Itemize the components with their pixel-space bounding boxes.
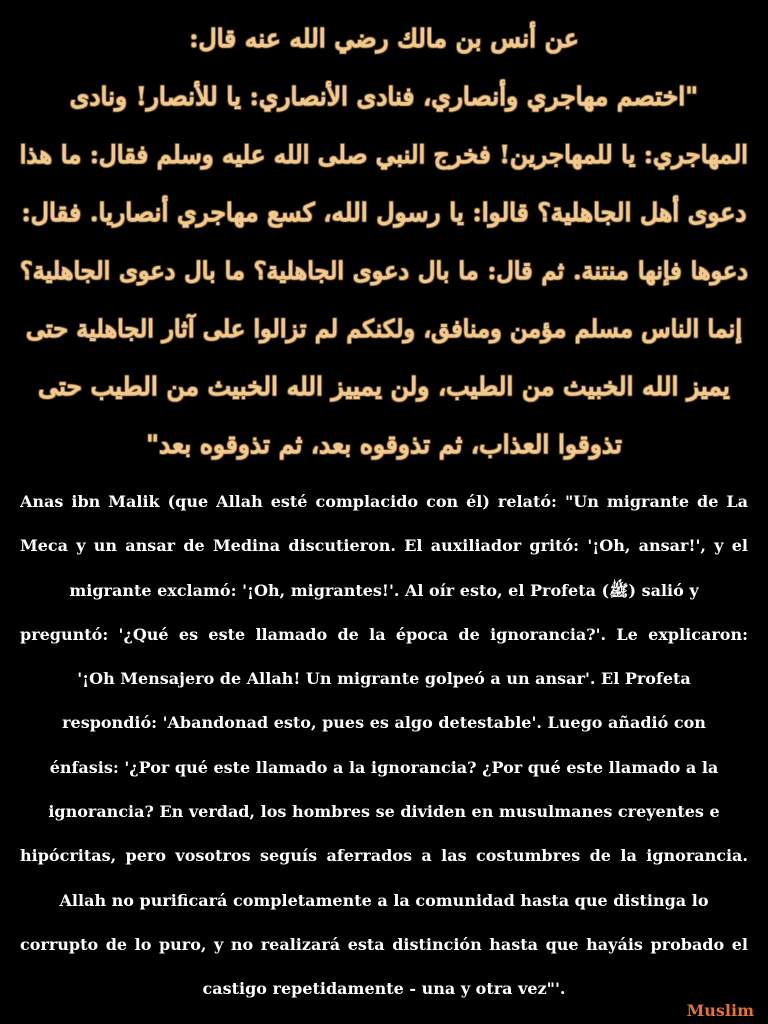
arabic-line: دعوى أهل الجاهلية؟ قالوا: يا رسول الله، كسع مهاجري أنصاريا. فقال:: [21, 198, 747, 227]
spanish-line: migrante exclamó: '¡Oh, migrantes!'. Al oír esto, el Profeta (ﷺ) salió y: [69, 580, 699, 600]
arabic-line: عن أنس بن مالك رضي الله عنه قال:: [189, 24, 579, 53]
arabic-hadith-text: [20, 10, 748, 474]
arabic-line: إنما الناس مسلم مؤمن ومنافق، ولكنكم لم تزالوا على آثار الجاهلية حتى: [25, 314, 743, 343]
arabic-line: يميز الله الخبيث من الطيب، ولن يمييز الله الخبيث من الطيب حتى: [38, 372, 730, 401]
spanish-line: ignorancia? En verdad, los hombres se dividen en musulmanes creyentes e: [48, 802, 720, 822]
spanish-line: Allah no purificará completamente a la comunidad hasta que distinga lo: [59, 890, 709, 910]
spanish-line: Meca y un ansar de Medina discutieron. El auxiliador gritó: '¡Oh, ansar!', y el: [20, 536, 748, 556]
spanish-line: énfasis: '¿Por qué este llamado a la ignorancia? ¿Por qué este llamado a la: [49, 757, 719, 777]
spanish-line: hipócritas, pero vosotros seguís aferrados a las costumbres de la ignorancia.: [20, 846, 748, 866]
arabic-line: تذوقوا العذاب، ثم تذوقوه بعد، ثم تذوقوه بعد": [146, 430, 622, 459]
spanish-line: preguntó: '¿Qué es este llamado de la época de ignorancia?'. Le explicaron:: [20, 624, 748, 644]
spanish-line: respondió: 'Abandonad esto, pues es algo detestable'. Luego añadió con: [62, 713, 706, 733]
spanish-translation-text: [20, 480, 748, 1012]
arabic-line: المهاجري: يا للمهاجرين! فخرج النبي صلى الله عليه وسلم فقال: ما هذا: [20, 140, 748, 169]
arabic-line: دعوها فإنها منتنة. ثم قال: ما بال دعوى الجاهلية؟ ما بال دعوى الجاهلية؟: [20, 256, 748, 285]
spanish-line: Anas ibn Malik (que Allah esté complacido con él) relató: "Un migrante de La: [20, 492, 748, 511]
arabic-line: "اختصم مهاجري وأنصاري، فنادى الأنصاري: يا للأنصار! ونادى: [69, 82, 699, 111]
source-label: Muslim: [686, 1001, 754, 1020]
spanish-line: castigo repetidamente - una y otra vez"'.: [202, 979, 566, 999]
spanish-line: corrupto de lo puro, y no realizará esta distinción hasta que hayáis probado el: [20, 934, 748, 954]
spanish-line: '¡Oh Mensajero de Allah! Un migrante golpeó a un ansar'. El Profeta: [77, 669, 691, 689]
